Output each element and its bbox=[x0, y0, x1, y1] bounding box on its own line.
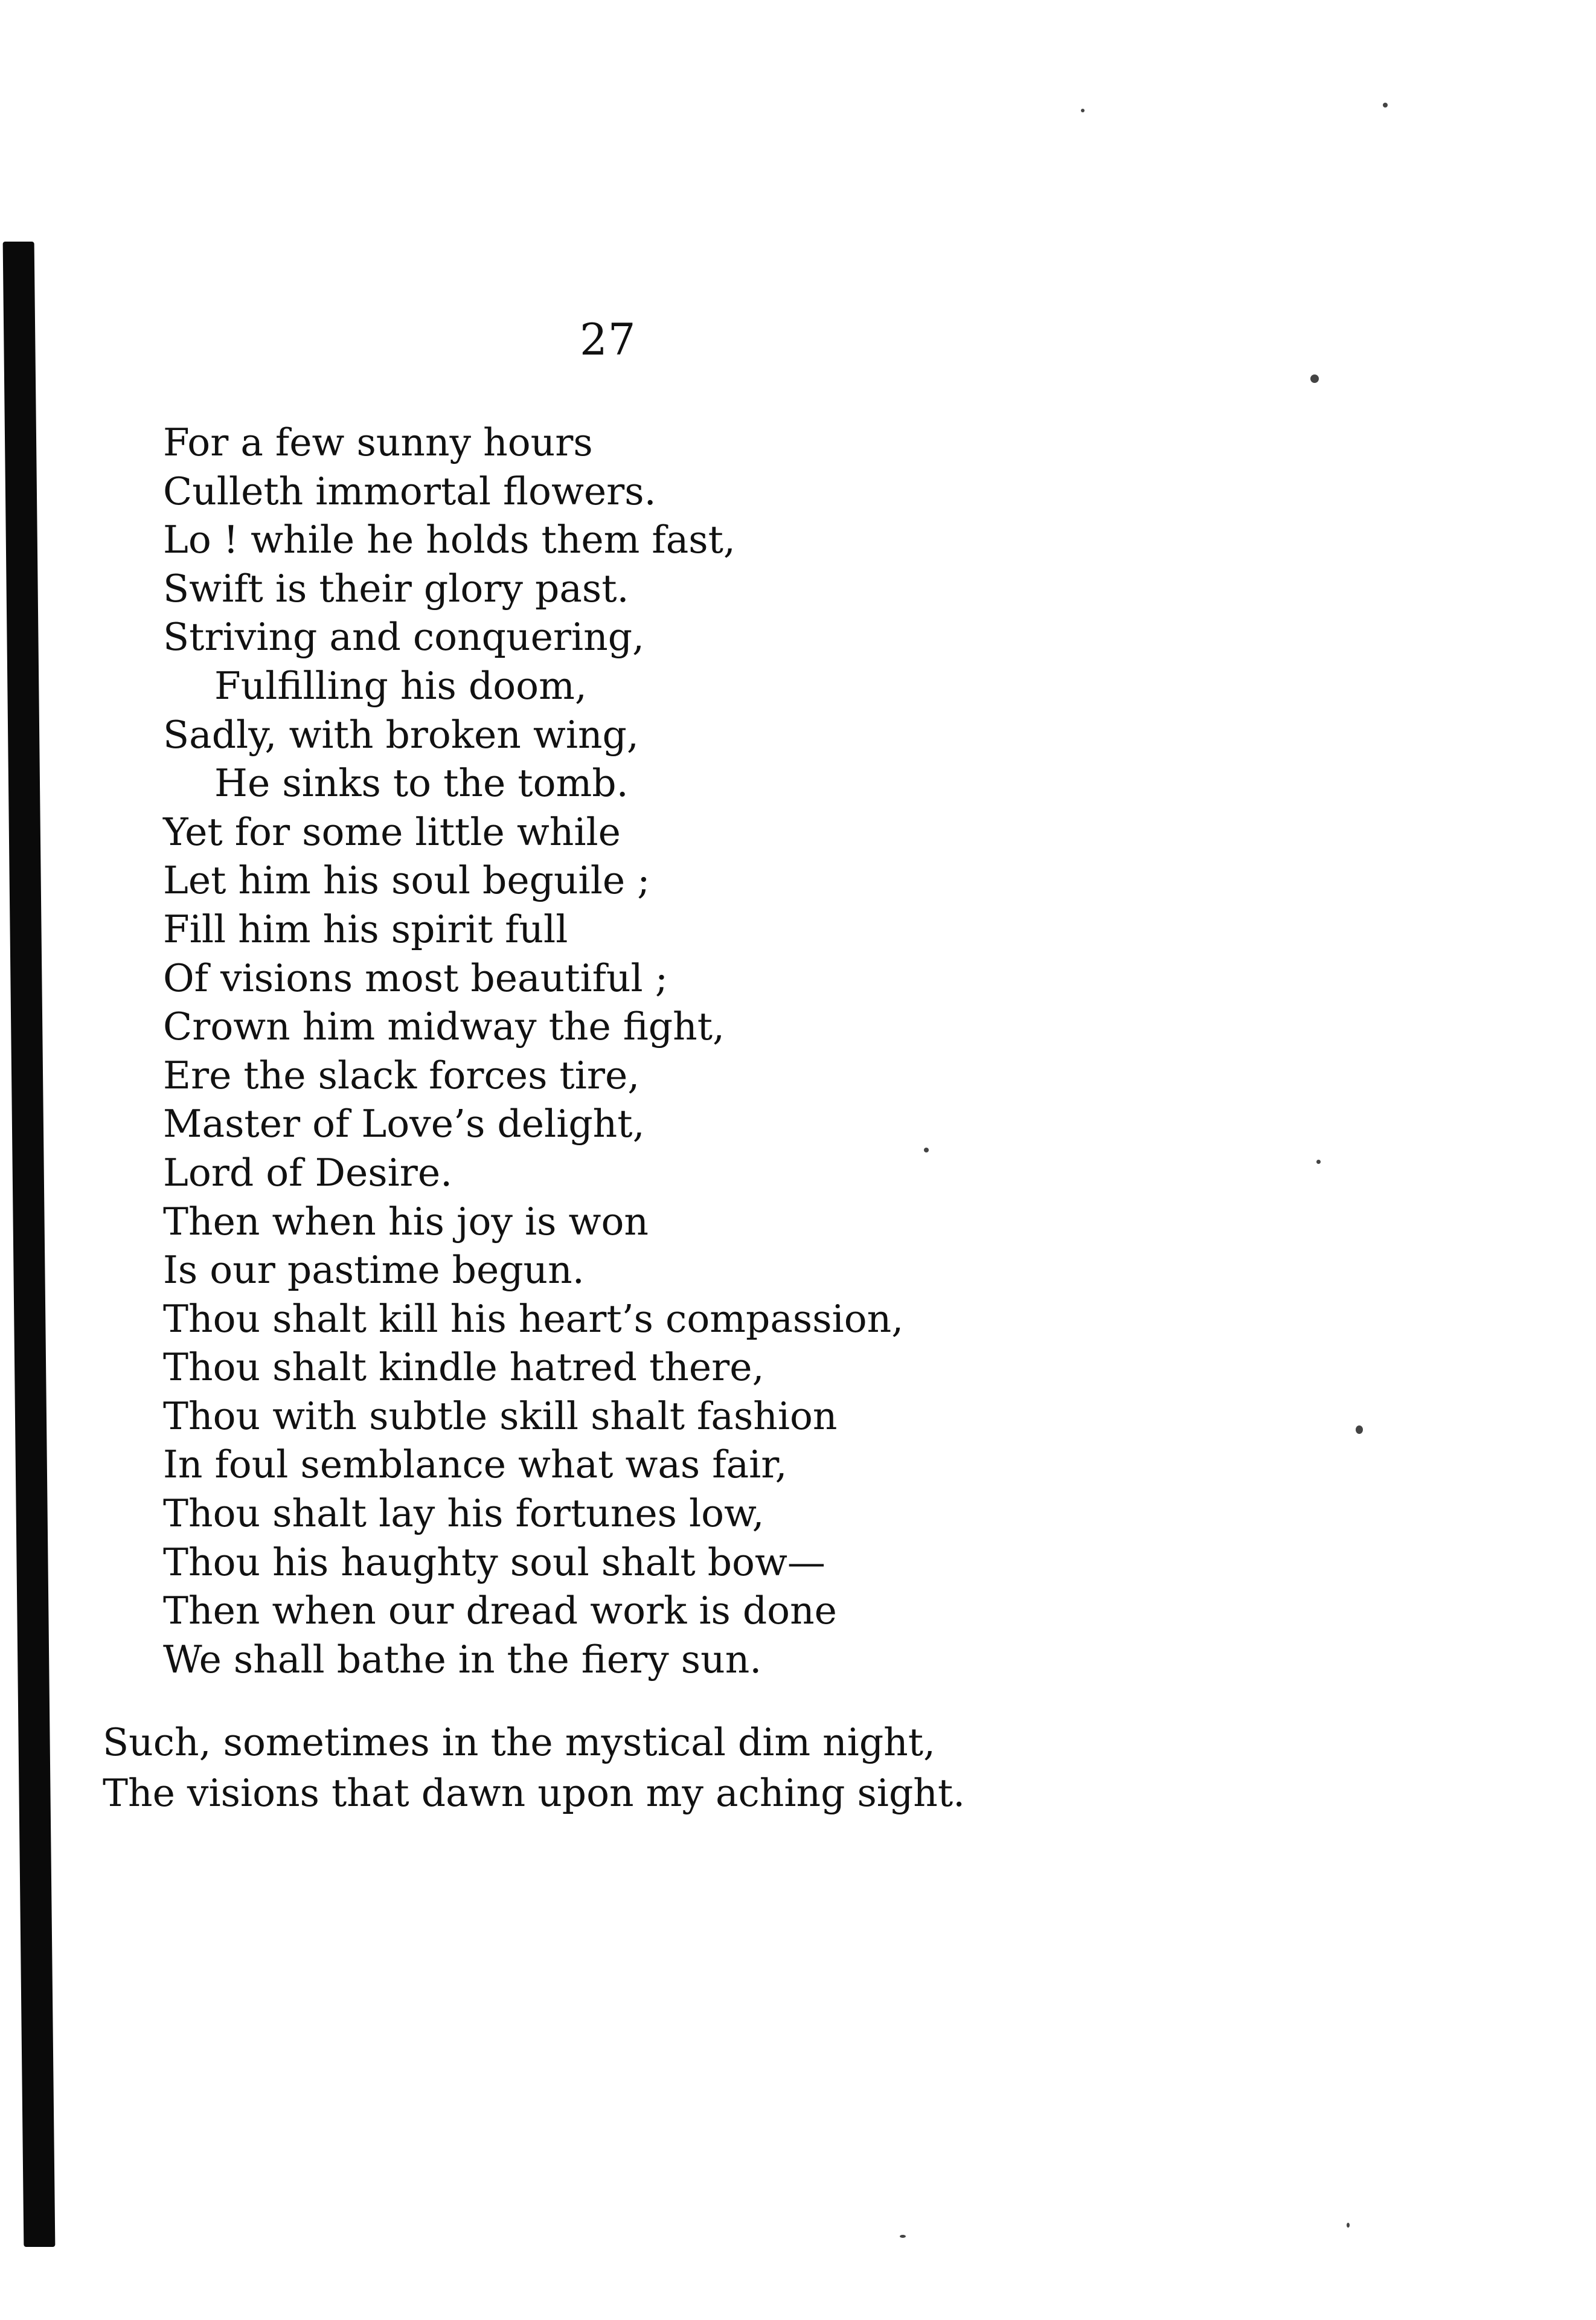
poem-line: Culleth immortal flowers. bbox=[163, 469, 656, 513]
scan-speck bbox=[924, 1148, 929, 1152]
poem-line: Swift is their glory past. bbox=[163, 566, 629, 611]
scan-speck bbox=[1356, 1425, 1363, 1434]
poem-line: Sadly, with broken wing, bbox=[163, 712, 639, 757]
page-number: 27 bbox=[580, 314, 636, 365]
poem-line: Then when his joy is won bbox=[163, 1199, 649, 1244]
poem-line: Ere the slack forces tire, bbox=[163, 1053, 640, 1097]
poem-line: Of visions most beautiful ; bbox=[163, 956, 668, 1000]
poem-line: Thou shalt lay his fortunes low, bbox=[163, 1491, 764, 1536]
poem-line: Thou his haughty soul shalt bow— bbox=[163, 1540, 825, 1584]
poem-line: Lord of Desire. bbox=[163, 1150, 453, 1195]
poem-stanza-main bbox=[163, 419, 903, 1684]
poem-line: Is our pastime begun. bbox=[163, 1248, 585, 1293]
scan-speck bbox=[1347, 2223, 1350, 2228]
poem-line: Striving and conquering, bbox=[163, 615, 645, 660]
poem-line: Yet for some little while bbox=[163, 809, 621, 854]
binding-shadow bbox=[3, 242, 56, 2247]
poem-line: Fulfilling his doom, bbox=[214, 663, 587, 708]
poem-line: Master of Love’s delight, bbox=[163, 1102, 645, 1146]
poem-line: He sinks to the tomb. bbox=[214, 761, 629, 806]
scan-speck bbox=[1383, 103, 1388, 108]
poem-line: We shall bathe in the fiery sun. bbox=[163, 1637, 762, 1682]
scan-speck bbox=[1310, 374, 1319, 383]
poem-line: Let him his soul beguile ; bbox=[163, 858, 650, 903]
poem-line: Fill him his spirit full bbox=[163, 907, 568, 951]
poem-line: Lo ! while he holds them fast, bbox=[163, 518, 736, 562]
poem-line: Thou shalt kill his heart’s compassion, bbox=[163, 1296, 904, 1341]
poem-line: The visions that dawn upon my aching sight. bbox=[103, 1771, 966, 1815]
poem-line: Thou with subtle skill shalt fashion bbox=[163, 1393, 838, 1438]
scan-speck bbox=[900, 2235, 906, 2238]
poem-stanza-closing bbox=[103, 1717, 965, 1819]
poem-line: Crown him midway the fight, bbox=[163, 1004, 725, 1049]
poem-line: In foul semblance what was fair, bbox=[163, 1442, 787, 1487]
scan-speck bbox=[1316, 1160, 1321, 1164]
poem-line: Then when our dread work is done bbox=[163, 1589, 837, 1633]
poem-line: Thou shalt kindle hatred there, bbox=[163, 1345, 764, 1390]
poem-line: For a few sunny hours bbox=[163, 420, 593, 464]
scan-speck bbox=[1081, 109, 1085, 112]
poem-line: Such, sometimes in the mystical dim night, bbox=[103, 1720, 936, 1764]
